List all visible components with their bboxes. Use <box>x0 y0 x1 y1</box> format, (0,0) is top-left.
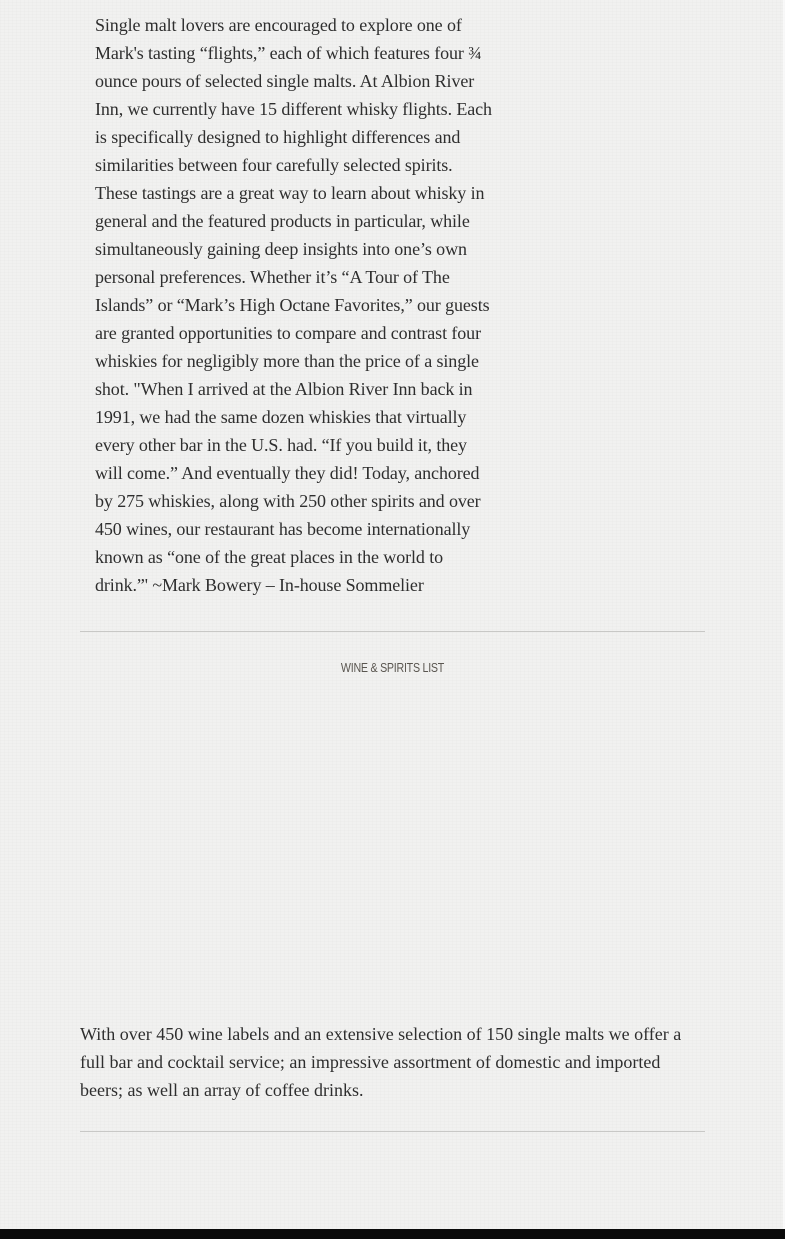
footer-bar <box>0 1229 785 1239</box>
section-divider <box>80 1131 705 1132</box>
whisky-flights-paragraph: Single malt lovers are encouraged to explore one of Mark's tasting “flights,” each of which features four ¾ ounce pours of selected single malts. At Albion River Inn, we currently have 15 different whisky flights. Each is specifically designed to highlight differences and similarities between four carefully selected spirits. These tastings are a great way to learn about whisky in general and the featured products in particular, while simultaneously gaining deep insights into one’s own personal preferences. Whether it’s “A Tour of The Islands” or “Mark’s High Octane Favorites,” our guests are granted opportunities to compare and contrast four whiskies for negligibly more than the price of a single shot. "When I arrived at the Albion River Inn back in 1991, we had the same dozen whiskies that virtually every other bar in the U.S. had. “If you build it, they will come.” And eventually they did! Today, anchored by 275 whiskies, along with 250 other spirits and over 450 wines, our restaurant has become internationally known as “one of the great places in the world to drink.”' ~Mark Bowery – In-house Sommelier <box>95 15 492 595</box>
section-divider <box>80 631 705 632</box>
wine-spirits-description: With over 450 wine labels and an extensive selection of 150 single malts we offer a full bar and cocktail service; an impressive assortment of domestic and imported beers; as well an array of coffee drinks. <box>80 1024 682 1100</box>
wine-spirits-list-heading: WINE & SPIRITS LIST <box>340 660 445 675</box>
